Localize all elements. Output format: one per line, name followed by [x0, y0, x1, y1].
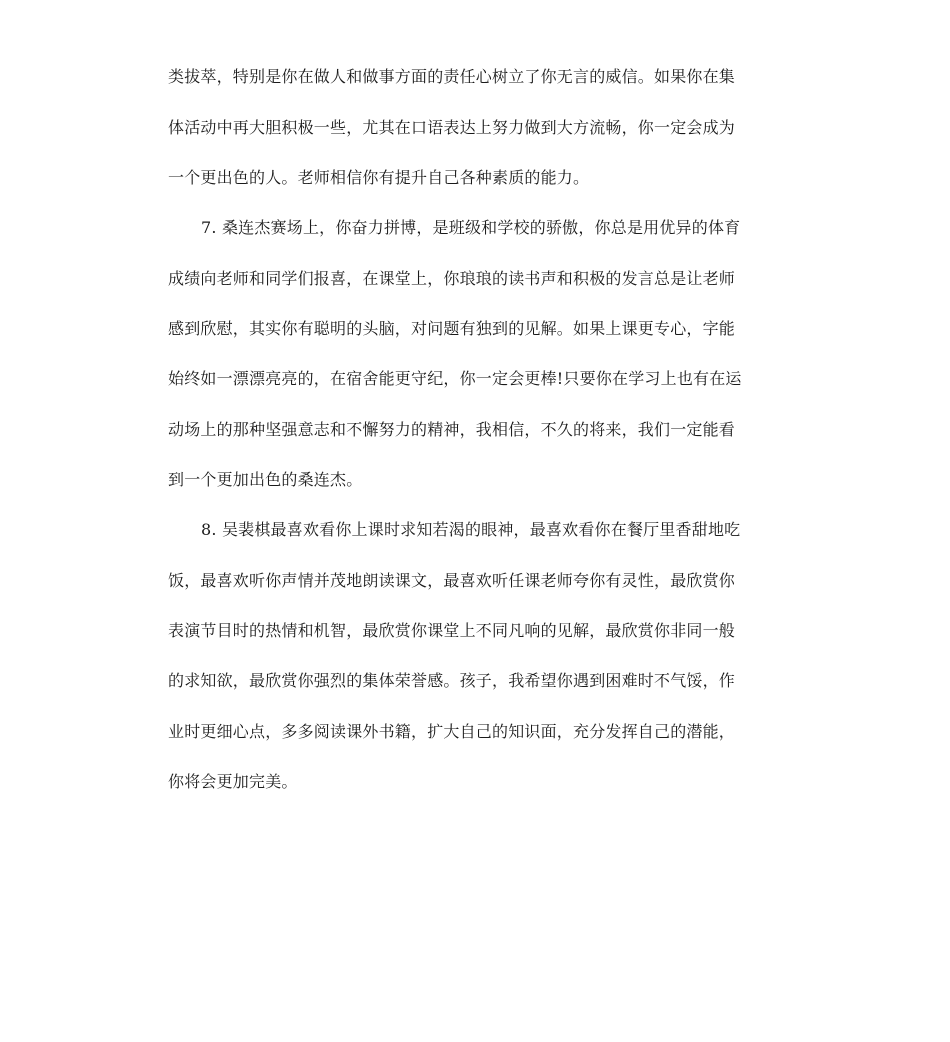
text-line: 到一个更加出色的桑连杰。 [168, 470, 363, 489]
text-line: 8. 吴裴棋最喜欢看你上课时求知若渴的眼神，最喜欢看你在餐厅里香甜地吃 [201, 520, 741, 539]
text-line: 感到欣慰，其实你有聪明的头脑，对问题有独到的见解。如果上课更专心，字能 [168, 319, 736, 338]
text-line: 你将会更加完美。 [168, 772, 298, 791]
text-line: 始终如一漂漂亮亮的，在宿舍能更守纪，你一定会更棒!只要你在学习上也有在运 [168, 369, 742, 388]
text-line: 动场上的那种坚强意志和不懈努力的精神，我相信，不久的将来，我们一定能看 [168, 420, 736, 439]
text-line: 业时更细心点，多多阅读课外书籍，扩大自己的知识面，充分发挥自己的潜能， [168, 722, 736, 741]
text-line: 一个更出色的人。老师相信你有提升自己各种素质的能力。 [168, 168, 590, 187]
text-line: 类拔萃，特别是你在做人和做事方面的责任心树立了你无言的威信。如果你在集 [168, 67, 736, 86]
text-line: 成绩向老师和同学们报喜，在课堂上，你琅琅的读书声和积极的发言总是让老师 [168, 269, 736, 288]
text-line: 体活动中再大胆积极一些，尤其在口语表达上努力做到大方流畅，你一定会成为 [168, 118, 736, 137]
text-line: 表演节目时的热情和机智，最欣赏你课堂上不同凡响的见解，最欣赏你非同一般 [168, 621, 736, 640]
text-line: 7. 桑连杰赛场上，你奋力拼博，是班级和学校的骄傲，你总是用优异的体育 [201, 218, 741, 237]
text-line: 的求知欲，最欣赏你强烈的集体荣誉感。孩子，我希望你遇到困难时不气馁，作 [168, 671, 736, 690]
text-line: 饭，最喜欢听你声情并茂地朗读课文，最喜欢听任课老师夸你有灵性，最欣赏你 [168, 571, 736, 590]
